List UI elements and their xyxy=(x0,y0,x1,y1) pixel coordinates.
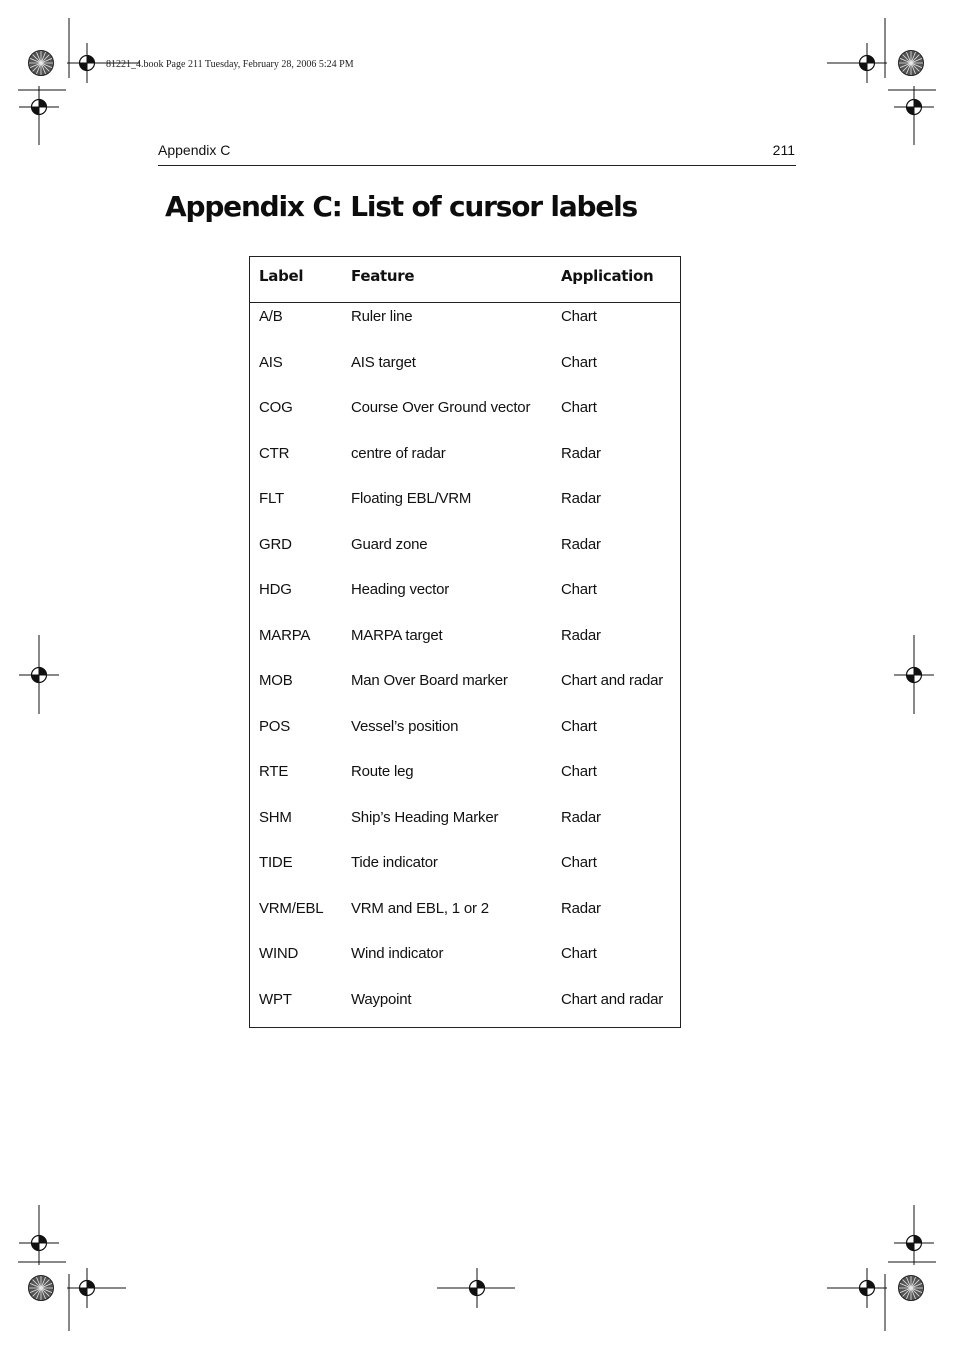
cell-label: FLT xyxy=(259,490,284,507)
table-row xyxy=(250,394,680,440)
cell-application: Chart xyxy=(561,581,597,598)
cell-feature: Floating EBL/VRM xyxy=(351,490,472,507)
cell-application: Chart xyxy=(561,399,597,416)
cell-feature: Vessel’s position xyxy=(351,717,459,735)
cell-feature: Wind indicator xyxy=(351,945,444,962)
column-header-application: Application xyxy=(561,267,654,285)
table-row xyxy=(250,713,680,759)
table-row xyxy=(250,849,680,895)
table-row xyxy=(250,485,680,531)
cell-label: RTE xyxy=(259,763,289,780)
cell-application: Radar xyxy=(561,490,601,507)
cell-application: Radar xyxy=(561,444,601,462)
table-header-row xyxy=(250,257,680,303)
cell-label: TIDE xyxy=(259,854,293,871)
color-target-bottom-right xyxy=(899,1276,924,1301)
cell-application: Chart and radar xyxy=(561,672,664,689)
cell-feature: Course Over Ground vector xyxy=(351,399,531,416)
cell-application: Chart xyxy=(561,353,597,371)
cell-feature: Heading vector xyxy=(351,581,450,598)
cell-label: POS xyxy=(259,717,291,735)
cell-label: HDG xyxy=(259,581,292,598)
table-row xyxy=(250,758,680,804)
cell-label: COG xyxy=(259,399,293,416)
table-body xyxy=(250,303,680,1031)
cell-application: Chart xyxy=(561,308,597,325)
table-row xyxy=(250,622,680,668)
cell-feature: Tide indicator xyxy=(351,854,438,871)
table-row xyxy=(250,576,680,622)
table-row xyxy=(250,531,680,577)
cell-feature: Ship’s Heading Marker xyxy=(351,808,499,826)
cell-feature: Ruler line xyxy=(351,308,413,325)
cell-label: AIS xyxy=(259,353,283,371)
cell-application: Chart xyxy=(561,763,597,780)
color-target-top-left xyxy=(29,51,54,76)
header-section: Appendix C xyxy=(158,142,231,158)
cell-application: Radar xyxy=(561,899,601,917)
cell-feature: Route leg xyxy=(351,763,414,780)
table-row xyxy=(250,940,680,986)
cell-application: Chart xyxy=(561,717,597,735)
cell-label: MOB xyxy=(259,672,293,689)
cell-feature: Guard zone xyxy=(351,535,428,553)
table-row xyxy=(250,440,680,486)
column-header-label: Label xyxy=(259,267,304,285)
color-target-bottom-left xyxy=(29,1276,54,1301)
cell-application: Radar xyxy=(561,626,601,644)
cell-label: WIND xyxy=(259,945,299,962)
cell-feature: VRM and EBL, 1 or 2 xyxy=(351,899,489,917)
table-row xyxy=(250,895,680,941)
cell-application: Chart xyxy=(561,854,597,871)
cell-label: VRM/EBL xyxy=(259,899,324,917)
cell-application: Radar xyxy=(561,808,601,826)
cell-label: WPT xyxy=(259,990,292,1008)
cell-feature: Waypoint xyxy=(351,990,412,1008)
cell-label: MARPA xyxy=(259,626,311,644)
print-slug: 81221_4.book Page 211 Tuesday, February 28, 2006 5:24 PM xyxy=(106,59,354,70)
table-row xyxy=(250,804,680,850)
cell-label: A/B xyxy=(259,308,283,325)
cell-label: GRD xyxy=(259,535,292,553)
cell-label: CTR xyxy=(259,444,290,462)
table-row xyxy=(250,667,680,713)
page-title: Appendix C: List of cursor labels xyxy=(165,190,638,223)
cell-feature: MARPA target xyxy=(351,626,443,644)
table-row xyxy=(250,986,680,1032)
column-header-feature: Feature xyxy=(351,267,415,285)
header-rule xyxy=(158,165,796,166)
cell-application: Chart and radar xyxy=(561,990,664,1008)
cursor-labels-table xyxy=(249,256,681,1028)
cell-application: Chart xyxy=(561,945,597,962)
cell-feature: Man Over Board marker xyxy=(351,672,508,689)
cell-application: Radar xyxy=(561,535,601,553)
table-row xyxy=(250,303,680,349)
cell-label: SHM xyxy=(259,808,292,826)
cell-feature: AIS target xyxy=(351,353,416,371)
color-target-top-right xyxy=(899,51,924,76)
header-page-number: 211 xyxy=(772,142,795,158)
cell-feature: centre of radar xyxy=(351,444,446,462)
table-row xyxy=(250,349,680,395)
